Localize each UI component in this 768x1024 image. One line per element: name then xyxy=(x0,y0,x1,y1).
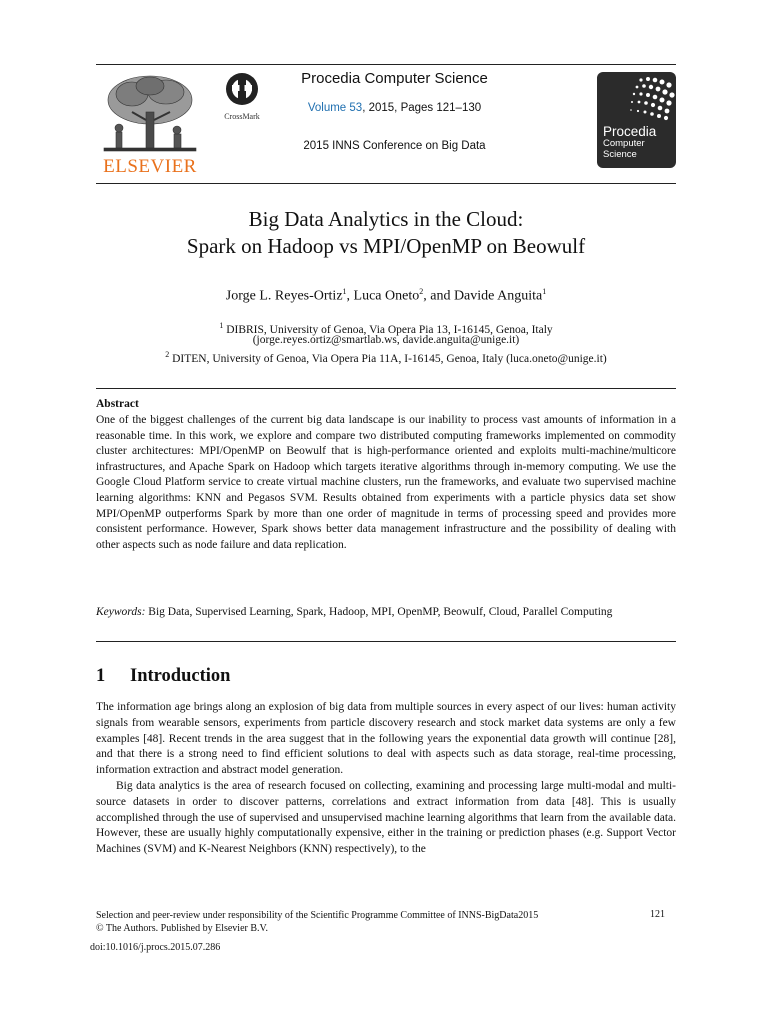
abstract-top-rule xyxy=(96,388,676,389)
paper-title xyxy=(96,206,676,260)
volume-details: , 2015, Pages 121–130 xyxy=(362,102,482,114)
footer-note xyxy=(96,909,656,935)
abstract-heading: Abstract xyxy=(96,398,139,410)
author-1-affil: 1 xyxy=(342,287,347,296)
author-2-affil: 2 xyxy=(419,287,424,296)
author-3-affil: 1 xyxy=(542,287,547,296)
journal-title: Procedia Computer Science xyxy=(301,70,488,87)
author-3: , and Davide Anguita xyxy=(423,288,543,304)
section-title: Introduction xyxy=(130,666,231,686)
elsevier-tree-icon xyxy=(96,72,204,158)
volume-link[interactable]: Volume 53 xyxy=(307,102,363,114)
title-line-2: Spark on Hadoop vs MPI/OpenMP on Beowulf xyxy=(186,234,586,258)
elsevier-logo xyxy=(96,72,204,176)
doi[interactable]: doi:10.1016/j.procs.2015.07.286 xyxy=(90,942,221,953)
footer-line-1: Selection and peer-review under responsibility of the Scientific Programme Committee of INNS-BigData2015 xyxy=(96,910,539,921)
footer-line-2: © The Authors. Published by Elsevier B.V. xyxy=(96,923,268,934)
dot-pattern-icon xyxy=(597,72,676,122)
affiliation-1-mark: 1 xyxy=(219,321,224,330)
intro-paragraph-2: Big data analytics is the area of research focused on collecting, examining and processing large multi-modal and multi-source datasets in order to discover patterns, correlations and extract information from data [48]. This is usually accomplished through the use of supervised and unsupervised machine learning algorithms that learn from the available data. However, these are usually highly computationally expensive, either in the training or prediction phases (e.g. Support Vector Machines (SVM) and K-Nearest Neighbors (KNN) respectively), to the xyxy=(96,779,676,856)
badge-line-2: Computer xyxy=(603,138,645,149)
affiliation-2-mark: 2 xyxy=(165,350,170,359)
intro-body xyxy=(96,700,676,858)
badge-line-3: Science xyxy=(603,148,637,160)
author-2: , Luca Oneto xyxy=(346,288,420,304)
title-line-1: Big Data Analytics in the Cloud: xyxy=(248,207,524,231)
affiliation-2 xyxy=(96,347,676,367)
badge-line-1: Procedia xyxy=(603,124,657,139)
volume-line xyxy=(252,102,537,114)
author-1: Jorge L. Reyes-Ortiz xyxy=(225,288,343,304)
keywords-text: Big Data, Supervised Learning, Spark, Hadoop, MPI, OpenMP, Beowulf, Cloud, Parallel Computing xyxy=(145,606,613,618)
procedia-wordmark xyxy=(603,124,656,160)
keywords-label: Keywords: xyxy=(96,606,146,618)
author-list xyxy=(96,287,676,305)
crossmark-label: CrossMark xyxy=(224,112,260,121)
affiliation-2-text: DITEN, University of Genoa, Via Opera Pia 11A, I-16145, Genoa, Italy (luca.oneto@unige.it) xyxy=(169,352,607,365)
section-number: 1 xyxy=(96,666,106,686)
keywords xyxy=(96,605,676,621)
affiliation-1-text: DIBRIS, University of Genoa, Via Opera Pia 13, I-16145, Genoa, Italy xyxy=(223,323,553,336)
intro-paragraph-1: The information age brings along an explosion of big data from multiple sources in every aspect of our lives: human activity signals from wearable sensors, experiments from particle discovery research and stock market data systems are only a few examples [48]. Recent trends in the area suggest that in the following years the exponential data growth will continue [28], and that there is a strong need to find efficient solutions to deal with aspects such as data storage, real-time processing, information extraction and abstract model generation. xyxy=(96,701,676,777)
abstract-body: One of the biggest challenges of the current big data landscape is our inability to process vast amounts of information in a reasonable time. In this work, we explore and compare two distributed computing frameworks implemented on commodity cluster architectures: MPI/OpenMP on Beowulf that is high-performance oriented and exploits multi-machine/multicore infrastructures, and Apache Spark on Hadoop which targets iterative algorithms through in-memory computing. We use the Google Cloud Platform service to create virtual machine clusters, run the frameworks, and evaluate two supervised machine learning algorithms: KNN and Pegasos SVM. Results obtained from experiments with a particle physics data set show MPI/OpenMP outperforms Spark by more than one order of magnitude in terms of processing speed and provides more consistent performance. However, Spark shows better data management infrastructure and the possibility of dealing with other aspects such as node failure and data replication. xyxy=(96,414,676,551)
publisher-name: ELSEVIER xyxy=(103,156,197,177)
abstract-bottom-rule xyxy=(96,641,676,642)
header-bottom-rule xyxy=(96,183,676,184)
page-number: 121 xyxy=(650,909,665,920)
conference-name: 2015 INNS Conference on Big Data xyxy=(303,140,486,152)
procedia-badge xyxy=(597,72,676,168)
affiliation-1-email: (jorge.reyes.ortiz@smartlab.ws, davide.anguita@unige.it) xyxy=(252,334,520,346)
top-rule xyxy=(96,64,676,65)
